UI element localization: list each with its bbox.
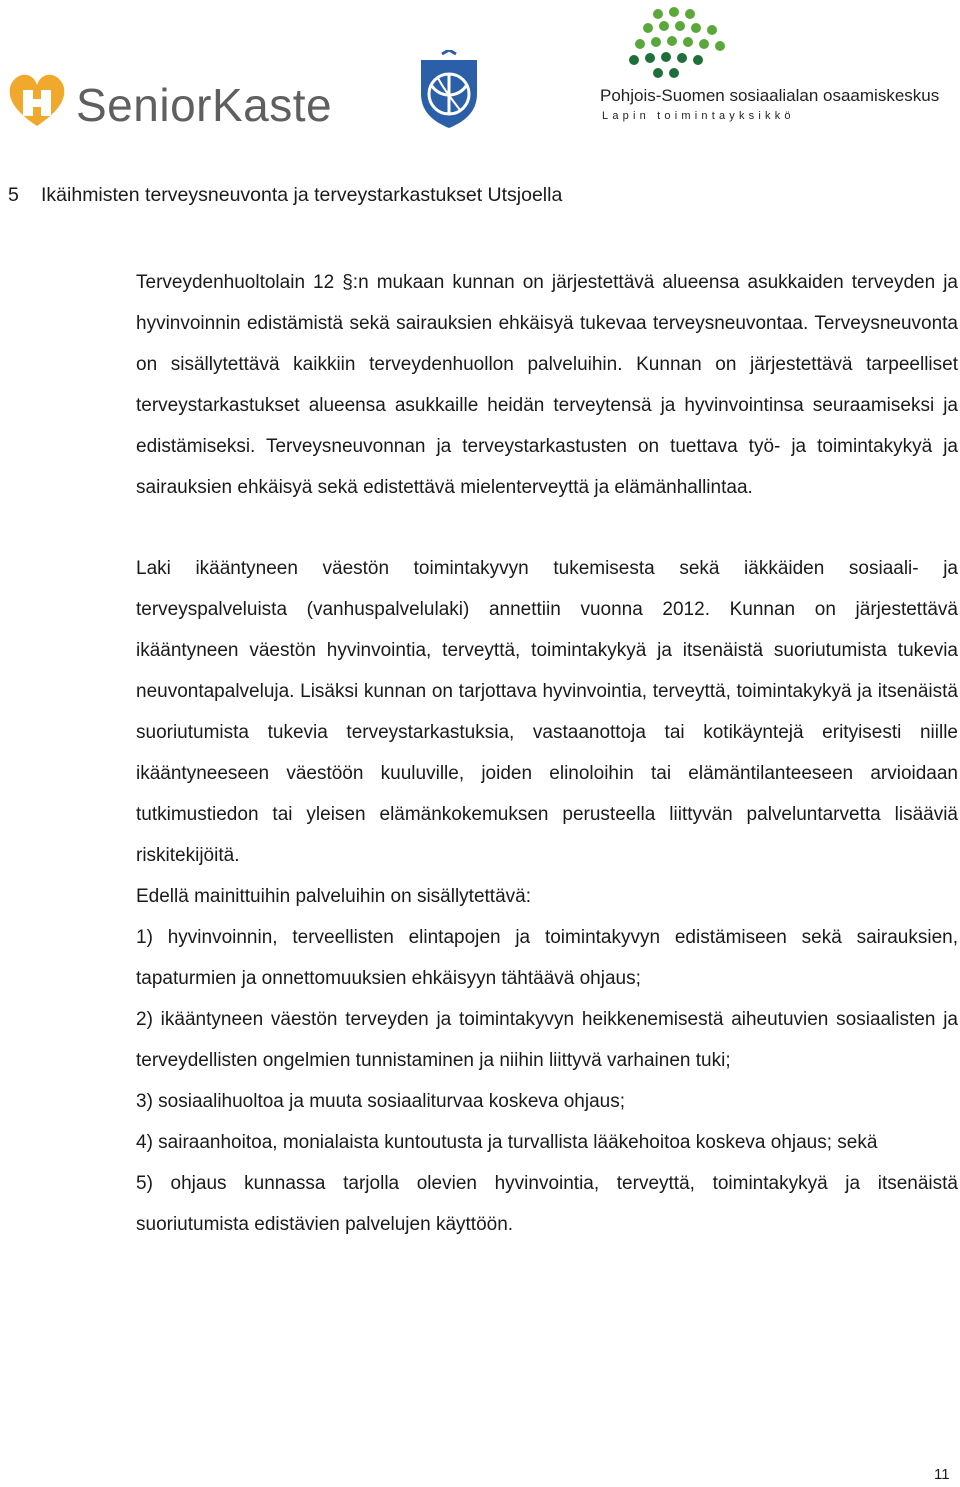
org-unit: Lapin toimintayksikkö — [602, 110, 795, 122]
page-header — [0, 0, 960, 150]
paragraph: Terveydenhuoltolain 12 §:n mukaan kunnan on järjestettävä alueensa asukkaiden terveyden ja hyvinvoinnin edistämistä sekä sairauksien ehkäisyä tukevaa terveysneuvontaa. Terveysneuvonta on sisällytettävä kaikkiin terveydenhuollon palveluihin. Kunnan on järjestettävä tarpeelliset terveystarkastukset alueensa asukkaille heidän terveytensä ja hyvinvointinsa seuraamiseksi ja edistämiseksi. Terveysneuvonnan ja terveystarkastusten on tuettava työ- ja toimintakykyä ja sairauksien ehkäisyä sekä edistettävä mielenterveyttä ja elämänhallintaa. — [136, 272, 958, 498]
seniorikaste-logo — [6, 68, 346, 138]
green-dots-icon — [618, 6, 758, 86]
shield-emblem-icon — [418, 50, 480, 130]
section-title: Ikäihmisten terveysneuvonta ja terveystarkastukset Utsjoella — [41, 184, 563, 206]
section-number: 5 — [8, 184, 19, 206]
paragraph: Laki ikääntyneen väestön toimintakyvyn tukemisesta sekä iäkkäiden sosiaali- ja terveyspalveluista (vanhuspalvelulaki) annettiin vuonna 2012. Kunnan on järjestettävä ikääntyneen väestön hyvinvointia, terveyttä, toimintakykyä ja itsenäistä suoriutumista tukevia neuvontapalveluja. Lisäksi kunnan on tarjottava hyvinvointia, terveyttä, toimintakykyä ja itsenäistä suoriutumista tukevia terveystarkastuksia, vastaanottoja tai kotikäyntejä erityisesti niille ikääntyneeseen väestöön kuuluville, joiden elinoloihin tai elämäntilanteeseen arvioidaan tutkimustiedon tai yleisen elämänkokemuksen perusteella liittyvän palveluntarvetta lisääviä riskitekijöitä. — [136, 558, 958, 866]
list-item: 4) sairaanhoitoa, monialaista kuntoutusta ja turvallista lääkehoitoa koskeva ohjaus; sekä — [136, 1132, 878, 1153]
page-number: 11 — [934, 1466, 950, 1483]
seniorikaste-logo-text: SeniorKaste — [76, 79, 333, 131]
list-item: 1) hyvinvoinnin, terveellisten elintapojen ja toimintakyvyn edistämiseen sekä sairauksien, tapaturmien ja onnettomuuksien ehkäisyyn tähtäävä ohjaus; — [136, 927, 958, 989]
list-item: 3) sosiaalihuoltoa ja muuta sosiaaliturvaa koskeva ohjaus; — [136, 1091, 625, 1112]
org-name: Pohjois-Suomen sosiaalialan osaamiskeskus — [600, 86, 940, 105]
list-item: 2) ikääntyneen väestön terveyden ja toimintakyvyn heikkenemisestä aiheutuvien sosiaalisten ja terveydellisten ongelmien tunnistaminen ja niihin liittyvä varhainen tuki; — [136, 1009, 958, 1071]
paragraph: Edellä mainittuihin palveluihin on sisällytettävä: — [136, 886, 532, 907]
seniorikaste-mark-icon — [6, 68, 68, 132]
body-text — [136, 262, 958, 1245]
pohjois-suomen-logo — [596, 6, 946, 126]
list-item: 5) ohjaus kunnassa tarjolla olevien hyvinvointia, terveyttä, toimintakykyä ja itsenäistä suoriutumista edistävien palvelujen käyttöön. — [136, 1173, 958, 1235]
